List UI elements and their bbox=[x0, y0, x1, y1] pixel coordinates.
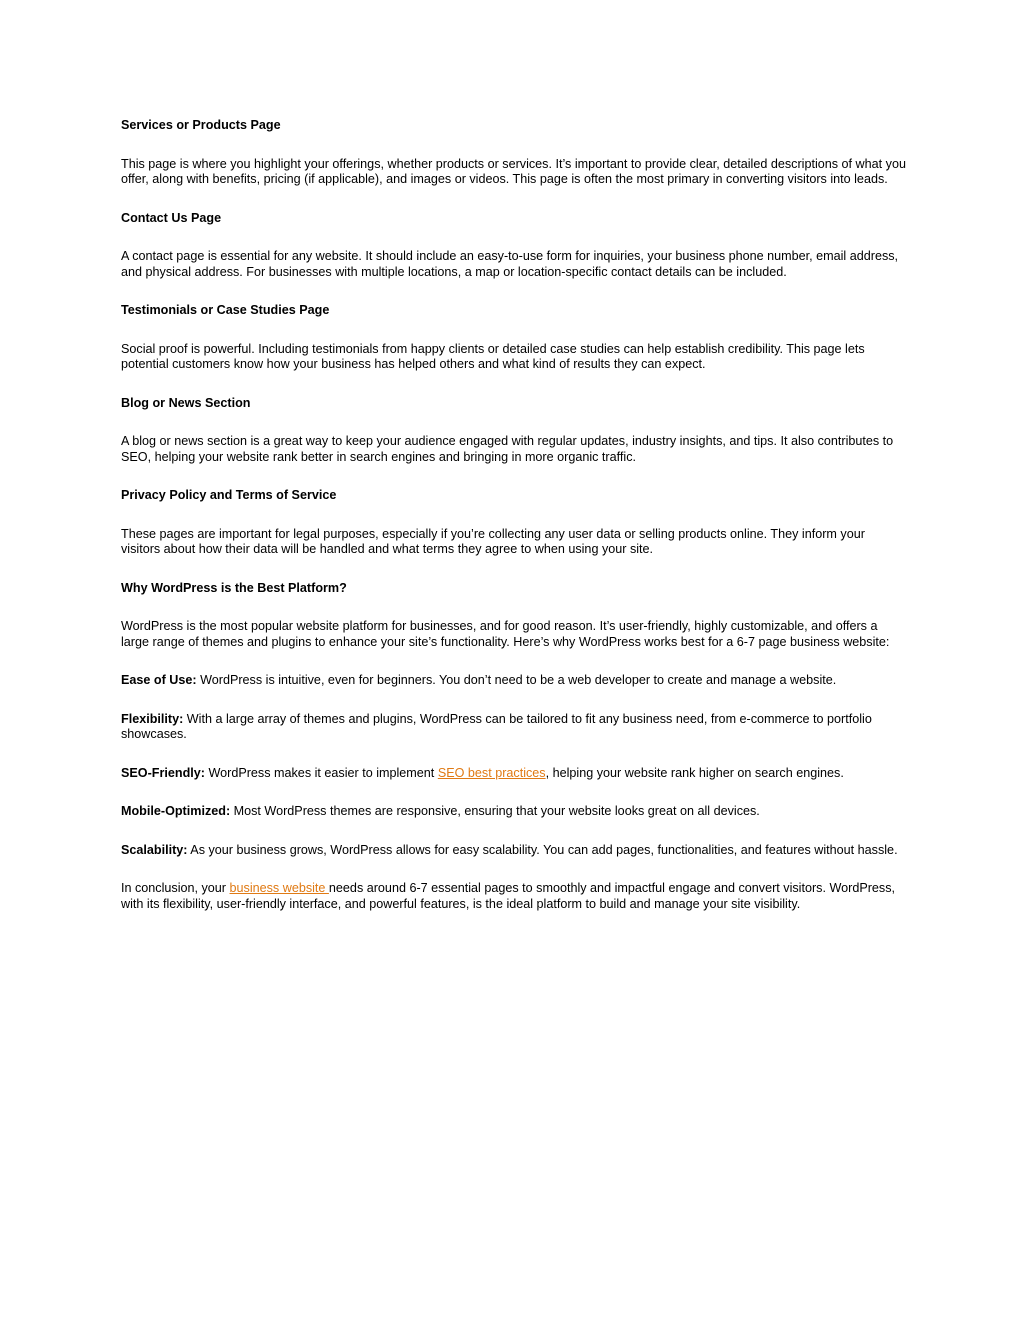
seo-best-practices-link[interactable]: SEO best practices bbox=[437, 765, 546, 780]
benefit-ease-of-use bbox=[121, 673, 907, 689]
benefit-text: With a large array of themes and plugins, WordPress can be tailored to fit any business need, from e-commerce to portfolio showcases. bbox=[121, 711, 872, 741]
benefit-text-after: , helping your website rank higher on search engines. bbox=[545, 765, 844, 780]
section-body-wordpress: WordPress is the most popular website platform for businesses, and for good reason. It’s user-friendly, highly customizable, and offers a large range of themes and plugins to enhance your site’s functionality. Here’s why WordPress works best for a 6-7 page business website: bbox=[121, 619, 890, 649]
section-body-blog: A blog or news section is a great way to keep your audience engaged with regular updates, industry insights, and tips. It also contributes to SEO, helping your website rank better in search engines and bringing in more organic traffic. bbox=[121, 434, 894, 464]
section-heading-blog: Blog or News Section bbox=[121, 395, 251, 410]
section-body-services: This page is where you highlight your offerings, whether products or services. It’s important to provide clear, detailed descriptions of what you offer, along with benefits, pricing (if applicable), and images or videos. This page is often the most primary in converting visitors into leads. bbox=[121, 156, 906, 186]
benefit-term: Scalability: bbox=[121, 842, 188, 857]
section-heading-testimonials: Testimonials or Case Studies Page bbox=[121, 303, 330, 317]
section-body-privacy: These pages are important for legal purposes, especially if you’re collecting any user data or selling products online. They inform your visitors about how their data will be handled and what terms they agree to when using your site. bbox=[121, 526, 865, 556]
benefit-scalability bbox=[121, 843, 907, 859]
benefit-text: WordPress is intuitive, even for beginners. You don’t need to be a web developer to create and manage a website. bbox=[196, 673, 837, 687]
benefit-text: As your business grows, WordPress allows for easy scalability. You can add pages, functionalities, and features without hassle. bbox=[187, 842, 898, 857]
benefit-text-before: WordPress makes it easier to implement bbox=[204, 765, 438, 780]
benefit-term: Mobile-Optimized: bbox=[121, 804, 231, 818]
benefit-term: Ease of Use: bbox=[121, 673, 197, 687]
benefit-term: SEO-Friendly: bbox=[121, 765, 205, 780]
conclusion-text-after: needs around 6-7 essential pages to smoothly and impactful engage and convert visitors. WordPress, with its flexibility, user-friendly interface, and powerful features, is the ideal platform to build and manage your site visibility. bbox=[121, 881, 896, 911]
section-heading-services: Services or Products Page bbox=[121, 118, 281, 132]
benefit-seo-friendly bbox=[121, 766, 907, 782]
section-body-testimonials: Social proof is powerful. Including testimonials from happy clients or detailed case studies can help establish credibility. This page lets potential customers know how your business has helped others and what kind of results they can expect. bbox=[121, 341, 865, 371]
section-heading-contact: Contact Us Page bbox=[121, 210, 222, 225]
document-page bbox=[121, 118, 907, 935]
section-body-contact: A contact page is essential for any website. It should include an easy-to-use form for inquiries, your business phone number, email address, and physical address. For businesses with multiple locations, a map or location-specific contact details can be included. bbox=[121, 249, 899, 279]
conclusion-text-before: In conclusion, your bbox=[121, 881, 230, 895]
benefit-text: Most WordPress themes are responsive, ensuring that your website looks great on all devices. bbox=[230, 804, 760, 818]
business-website-link[interactable]: business website bbox=[229, 881, 329, 895]
benefit-term: Flexibility: bbox=[121, 711, 184, 726]
benefit-mobile-optimized bbox=[121, 804, 907, 820]
section-heading-privacy: Privacy Policy and Terms of Service bbox=[121, 488, 337, 502]
benefit-flexibility bbox=[121, 712, 907, 743]
conclusion-paragraph bbox=[121, 881, 907, 912]
section-heading-wordpress: Why WordPress is the Best Platform? bbox=[121, 580, 347, 595]
